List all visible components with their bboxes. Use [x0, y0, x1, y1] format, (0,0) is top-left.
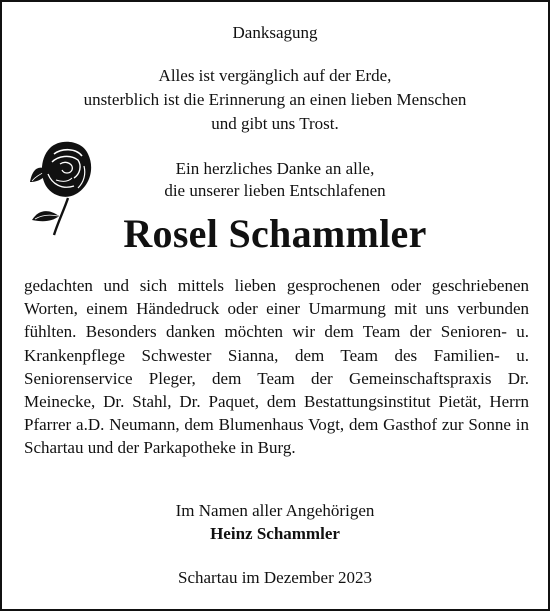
poem-line-2: unsterblich ist die Erinnerung an einen lieben Menschen	[83, 90, 467, 109]
closing-line: Im Namen aller Angehörigen	[175, 501, 375, 520]
notice-heading: Danksagung	[232, 23, 318, 42]
poem-line-1: Alles ist vergänglich auf der Erde,	[158, 66, 392, 85]
thanks-intro-line-2: die unserer lieben Entschlafenen	[164, 181, 386, 200]
place-and-date: Schartau im Dezember 2023	[177, 568, 372, 587]
poem-line-3: und gibt uns Trost.	[211, 114, 339, 133]
deceased-name: Rosel Schammler	[123, 211, 427, 256]
thanks-intro-line-1: Ein herzliches Danke an alle,	[175, 159, 375, 178]
thanks-body: gedachten und sich mittels lieben gesprochenen oder geschriebenen Worten, einem Händedruck oder einer Umarmung mit uns verbunden fühlten. Besonders danken möchten wir dem Team der Senioren- u. Krankenpflege Schwester Sianna, dem Team des Familien- u. Seniorenservice Pleger, dem Team der Gemeinschaftspraxis Dr. Meinecke, Dr. Stahl, Dr. Paquet, dem Bestattungsinstitut Pietät, Herrn Pfarrer a.D. Neumann, dem Blumenhaus Vogt, dem Gasthof zur Sonne in Schartau und der Parkapotheke in Burg.	[24, 276, 529, 458]
signer-name: Heinz Schammler	[210, 524, 340, 543]
